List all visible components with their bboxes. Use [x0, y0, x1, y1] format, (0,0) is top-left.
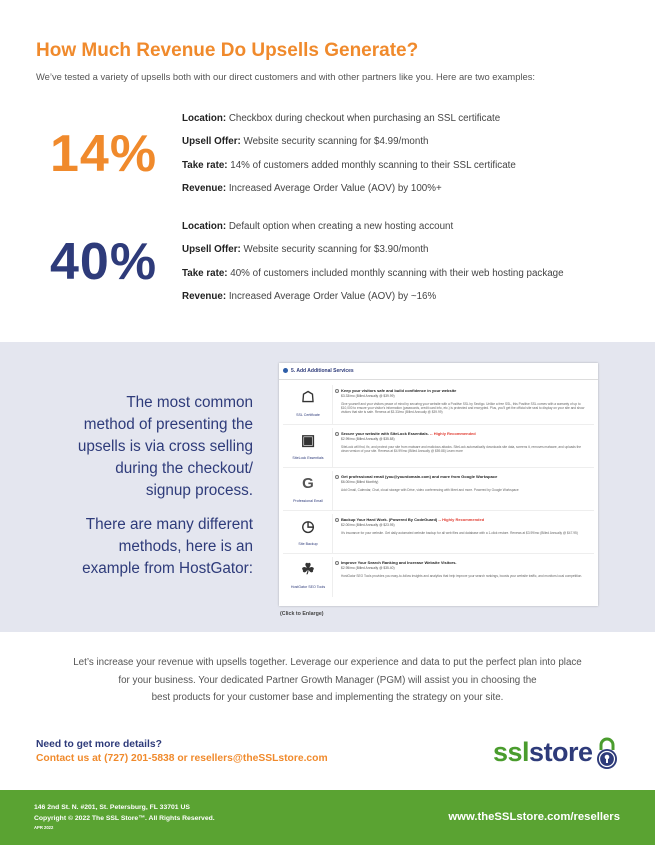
example-2-facts	[182, 221, 564, 314]
services-header: 5. Add Additional Services	[279, 363, 598, 380]
service-logo-label: SSL Certificate	[296, 413, 320, 417]
fact-location: Location: Checkbox during checkout when purchasing an SSL certificate	[182, 113, 501, 124]
footer-address: 146 2nd St. N. #201, St. Petersburg, FL 33701 US Copyright © 2022 The SSL Store™. All Rights Reserved.	[34, 804, 215, 822]
service-title: Secure your website with SiteLock Essentials. -- Highly Recommended	[341, 431, 476, 436]
service-price: $3.33/mo (Billed Annually @ $39.99)	[341, 394, 395, 398]
google-icon: G	[302, 475, 314, 492]
example-percent-14: 14%	[50, 125, 158, 183]
service-logo-label: Professional Email	[293, 499, 323, 503]
page-title: How Much Revenue Do Upsells Generate?	[36, 40, 419, 61]
logo-store-text: store	[529, 737, 593, 767]
service-price: $2.00/mo (Billed Annually @ $23.95)	[341, 523, 395, 527]
fact-revenue: Revenue: Increased Average Order Value (AOV) by ~16%	[182, 290, 437, 302]
fact-offer: Upsell Offer: Website security scanning for $4.99/month	[182, 136, 429, 148]
service-checkbox[interactable]	[335, 561, 339, 565]
service-checkbox[interactable]	[335, 389, 339, 393]
fact-revenue: Revenue: Increased Average Order Value (AOV) by 100%+	[182, 182, 442, 194]
service-logo-label: SiteLock Essentials	[292, 456, 324, 460]
pitch-paragraph: Let’s increase your revenue with upsells together. Leverage our experience and data to put the perfect plan into place for your business. Your dedicated Partner Growth Manager (PGM) will assist you in choosing the best products for your customer base and implementing the strategy on your site.	[73, 657, 582, 703]
cross-sell-text: The most common method of presenting the upsells is via cross selling during the checkout/ signup process.	[77, 394, 253, 499]
service-item	[283, 471, 594, 511]
service-price: $6.00/mo (Billed Monthly)	[341, 480, 379, 484]
padlock-icon	[595, 736, 619, 772]
step-icon	[283, 368, 288, 373]
service-logo-label: HostGator SEO Tools	[290, 585, 326, 589]
service-logo-label: Site Backup	[298, 542, 318, 546]
backup-clock-icon: ◷	[301, 518, 315, 535]
service-price: $2.99/mo (Billed Annually @ $35.88)	[341, 437, 395, 441]
lock-icon: ☖	[301, 389, 315, 406]
fact-location: Location: Default option when creating a new hosting account	[182, 221, 454, 232]
fact-take-rate: Take rate: 40% of customers included monthly scanning with their web hosting package	[182, 267, 564, 279]
click-to-enlarge-caption[interactable]: (Click to Enlarge)	[280, 611, 324, 617]
service-item	[283, 514, 594, 554]
example-1-facts	[182, 113, 516, 206]
methods-text: There are many different methods, here is an example from HostGator:	[82, 516, 253, 577]
fact-offer: Upsell Offer: Website security scanning for $3.90/month	[182, 244, 429, 256]
service-title: Get professional email (you@yourdomain.com) and more from Google Workspace	[341, 474, 498, 479]
service-item	[283, 428, 594, 468]
service-description: Add Gmail, Calendar, Chat, cloud storage with Drive, video conferencing with Meet and more. Powered by Google Workspace	[341, 488, 519, 492]
fact-take-rate: Take rate: 14% of customers added monthly scanning to their SSL certificate	[182, 159, 516, 171]
intro-text: We’ve tested a variety of upsells both with our direct customers and with other partners like you. Here are two examples:	[36, 71, 536, 82]
contact-question: Need to get more details?	[36, 739, 162, 750]
footer-url[interactable]: www.theSSLstore.com/resellers	[448, 811, 620, 823]
service-item	[283, 557, 594, 597]
example-percent-40: 40%	[50, 233, 158, 291]
sslstore-logo	[493, 736, 621, 772]
service-checkbox[interactable]	[335, 518, 339, 522]
hostgator-example-screenshot[interactable]	[279, 363, 598, 606]
service-description: HostGator SEO Tools provides you easy-to-follow insights and analytics that help improve your search rankings, boosts your website traffic, and monitors local competition.	[341, 574, 583, 578]
service-price: $2.95/mo (Billed Annually @ $35.40)	[341, 566, 395, 570]
footer-date: APR 2022	[34, 825, 54, 830]
service-item	[283, 385, 594, 425]
sitelock-icon: ▣	[301, 432, 316, 449]
logo-ssl-text: ssl	[493, 737, 530, 767]
service-title: Keep your visitors safe and build confidence in your website	[341, 388, 457, 393]
service-title: Improve Your Search Ranking and Increase Website Visitors.	[341, 560, 457, 565]
service-title: Backup Your Hard Work. (Powered By CodeGuard) -- Highly Recommended	[341, 517, 485, 522]
contact-line[interactable]: Contact us at (727) 201-5838 or resellers@theSSLstore.com	[36, 753, 328, 764]
service-description: SiteLock will find, fix, and protect your site from malware and malicious attacks. SiteLock automatically downloads site data, screens it, removes malware, and uploads the clean version of your site. Renews at $4.99/mo (Billed Annually @ $59.88) Learn more	[341, 445, 582, 454]
service-description: It's insurance for your website. Get daily automated website backup for all web files and database with a 1-click restore. Renews at $3.99/mo (Billed Annually @ $47.95)	[341, 531, 578, 535]
service-checkbox[interactable]	[335, 432, 339, 436]
service-checkbox[interactable]	[335, 475, 339, 479]
seo-tools-icon: ☘	[301, 561, 315, 578]
service-description: Give yourself and your visitors peace of mind by securing your website with a Positive SSL by Sectigo. Unlike a free SSL, this Positive SSL comes with a warranty of up to $10,000 to ensure your visitor's information (passwords, credit card info, etc.) is protected and encrypted. Plus, you'll get the official site seal to display on your site and show visitors that site is safe. Renews at $3.33/mo (Billed Annually @ $39.99)	[341, 402, 585, 415]
